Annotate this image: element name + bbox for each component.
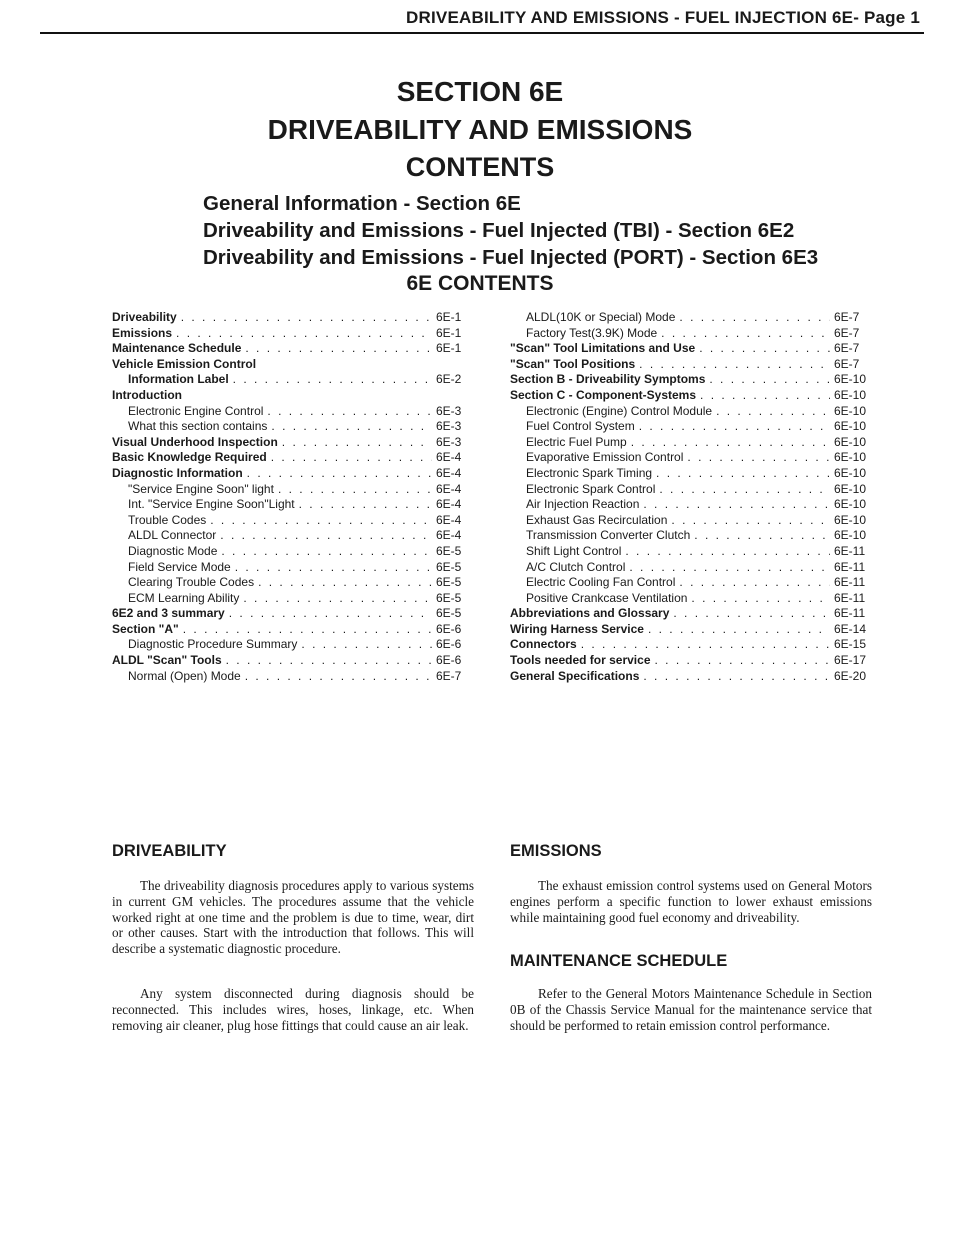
- toc-leader-dots: [643, 669, 830, 685]
- toc-entry-title: Section "A": [112, 621, 179, 636]
- toc-entry: [510, 528, 872, 544]
- toc-leader-dots: [639, 357, 830, 373]
- toc-leader-dots: [656, 466, 830, 482]
- toc-entry-title: A/C Clutch Control: [526, 559, 626, 574]
- toc-right-column: [510, 310, 872, 684]
- toc-entry: [510, 591, 872, 607]
- toc-leader-dots: [629, 560, 830, 576]
- toc-leader-dots: [233, 372, 432, 388]
- toc-leader-dots: [661, 326, 830, 342]
- toc-entry: [112, 606, 474, 622]
- toc-entry-title: Electronic Engine Control: [128, 403, 264, 418]
- driveability-paragraph-1: [112, 878, 474, 957]
- toc-leader-dots: [709, 372, 830, 388]
- toc-entry-title: Section C - Component-Systems: [510, 387, 697, 402]
- toc-entry-page: 6E-4: [436, 512, 462, 527]
- toc-left-column: [112, 310, 474, 684]
- toc-entry: [112, 466, 474, 482]
- toc-entry-title: Normal (Open) Mode: [128, 668, 241, 683]
- toc-entry: [112, 341, 474, 357]
- toc-entry-page: 6E-10: [834, 387, 867, 402]
- driveability-heading: DRIVEABILITY: [112, 842, 227, 860]
- toc-entry-page: 6E-11: [834, 543, 866, 558]
- toc-entry-page: 6E-10: [834, 419, 867, 434]
- toc-entry: [112, 435, 474, 451]
- toc-entry-page: 6E-3: [436, 403, 462, 418]
- toc-leader-dots: [267, 404, 432, 420]
- toc-entry-title: Driveability: [112, 310, 177, 324]
- toc-entry: [112, 591, 474, 607]
- toc-entry: [112, 482, 474, 498]
- toc-entry-title: Exhaust Gas Recirculation: [526, 512, 668, 527]
- toc-entry-title: Electric Cooling Fan Control: [526, 575, 676, 590]
- toc-entry-title: Introduction: [112, 387, 182, 402]
- toc-entry-page: 6E-7: [834, 310, 860, 324]
- toc-entry-page: 6E-20: [834, 668, 867, 683]
- toc-leader-dots: [299, 497, 432, 513]
- toc-entry-page: 6E-11: [834, 590, 866, 605]
- toc-leader-dots: [648, 622, 830, 638]
- toc-entry: [510, 575, 872, 591]
- driveability-paragraph-2: [112, 986, 474, 1033]
- toc-entry-page: 6E-5: [436, 606, 462, 621]
- subsection-tbi: Driveability and Emissions - Fuel Injected (TBI) - Section 6E2: [203, 219, 795, 242]
- toc-entry-title: Abbreviations and Glossary: [510, 606, 670, 621]
- toc-entry-title: Electronic Spark Timing: [526, 465, 653, 480]
- toc-entry-title: Basic Knowledge Required: [112, 450, 267, 465]
- toc-entry: [510, 513, 872, 529]
- toc-entry-page: 6E-5: [436, 543, 462, 558]
- toc-entry-title: "Scan" Tool Positions: [510, 356, 636, 371]
- subsection-port: Driveability and Emissions - Fuel Injected (PORT) - Section 6E3: [203, 246, 819, 269]
- toc-entry-title: ECM Learning Ability: [128, 590, 240, 605]
- toc-entry: [112, 528, 474, 544]
- toc-leader-dots: [631, 435, 830, 451]
- toc-entry-title: Clearing Trouble Codes: [128, 575, 255, 590]
- toc-entry-page: 6E-3: [436, 434, 462, 449]
- driveability-paragraph-1-text: The driveability diagnosis procedures apply to various systems in current GM vehicles. The procedures assume that the vehicle worked right at one time and the problem is due to time, wear, dirt or other causes. Start with the introduction that follows. This will describe a systematic diagnostic procedure.: [112, 878, 474, 957]
- toc-leader-dots: [301, 637, 432, 653]
- toc-entry-page: 6E-10: [834, 434, 867, 449]
- toc-entry-title: Diagnostic Mode: [128, 543, 218, 558]
- driveability-paragraph-2-text: Any system disconnected during diagnosis should be reconnected. This includes wires, hoses, linkage, etc. When removing air cleaner, plug hose fittings that could cause an air leak.: [112, 986, 474, 1033]
- toc-entry-page: 6E-4: [436, 497, 462, 512]
- toc-leader-dots: [226, 653, 432, 669]
- toc-entry-page: 6E-17: [834, 653, 867, 668]
- toc-leader-dots: [183, 622, 432, 638]
- emissions-paragraph-text: The exhaust emission control systems used on General Motors engines perform a specific function to lower exhaust emissions while maintaining good fuel economy and driveability.: [510, 878, 872, 925]
- toc-entry: [510, 544, 872, 560]
- toc-entry-title: Trouble Codes: [128, 512, 207, 527]
- toc-entry-page: 6E-11: [834, 559, 866, 574]
- contents-heading: CONTENTS: [405, 152, 555, 182]
- toc-entry-title: Electronic Spark Control: [526, 481, 656, 496]
- toc-entry-title: Shift Light Control: [526, 543, 622, 558]
- toc-entry-page: 6E-7: [834, 341, 860, 356]
- toc-leader-dots: [229, 606, 432, 622]
- toc-leader-dots: [243, 591, 432, 607]
- toc-leader-dots: [245, 341, 432, 357]
- toc-entry-page: 6E-5: [436, 590, 462, 605]
- toc-entry-title: 6E2 and 3 summary: [112, 606, 225, 621]
- toc-entry-page: 6E-10: [834, 497, 867, 512]
- toc-entry-page: 6E-1: [436, 310, 462, 324]
- toc-leader-dots: [687, 450, 830, 466]
- toc-entry: [510, 560, 872, 576]
- toc-entry-title: "Scan" Tool Limitations and Use: [510, 341, 696, 356]
- toc-entry-page: 6E-1: [436, 341, 462, 356]
- toc-entry-title: Information Label: [128, 372, 229, 387]
- toc-leader-dots: [581, 637, 830, 653]
- toc-entry: [112, 653, 474, 669]
- toc-entry-title: ALDL Connector: [128, 528, 217, 543]
- toc-entry: [112, 310, 474, 326]
- toc-entry-page: 6E-4: [436, 528, 462, 543]
- page-header: DRIVEABILITY AND EMISSIONS - FUEL INJECTION 6E- Page 1: [406, 8, 920, 27]
- toc-entry-title: Fuel Control System: [526, 419, 635, 434]
- toc-entry: [510, 310, 872, 326]
- toc-entry-title: Factory Test(3.9K) Mode: [526, 325, 658, 340]
- toc-entry: [510, 669, 872, 685]
- toc-entry-title: Tools needed for service: [510, 653, 651, 668]
- toc-entry: [112, 497, 474, 513]
- toc-entry-title: Transmission Converter Clutch: [526, 528, 691, 543]
- toc-entry-page: 6E-10: [834, 403, 867, 418]
- toc-leader-dots: [691, 591, 830, 607]
- toc-entry-page: 6E-7: [436, 668, 462, 683]
- toc-entry-title: "Service Engine Soon" light: [128, 481, 274, 496]
- toc-entry-title: Positive Crankcase Ventilation: [526, 590, 688, 605]
- toc-leader-dots: [176, 326, 432, 342]
- toc-entry: [112, 326, 474, 342]
- toc-entry-title: Connectors: [510, 637, 577, 652]
- toc-leader-dots: [181, 310, 432, 326]
- toc-entry-page: 6E-4: [436, 450, 462, 465]
- toc-entry: [510, 419, 872, 435]
- subsection-general: General Information - Section 6E: [203, 192, 521, 215]
- toc-leader-dots: [655, 653, 831, 669]
- toc-entry-page: 6E-15: [834, 637, 867, 652]
- toc-entry-title: Emissions: [112, 325, 173, 340]
- toc-entry: [510, 450, 872, 466]
- toc-entry-page: 6E-5: [436, 575, 462, 590]
- toc-entry: [112, 372, 474, 388]
- toc-entry-title: Evaporative Emission Control: [526, 450, 684, 465]
- toc-entry: [112, 575, 474, 591]
- toc-entry-title: Maintenance Schedule: [112, 341, 242, 356]
- toc-entry-title: ALDL "Scan" Tools: [112, 653, 222, 668]
- toc-leader-dots: [679, 575, 830, 591]
- toc-entry-page: 6E-7: [834, 356, 860, 371]
- toc-entry-page: 6E-10: [834, 465, 867, 480]
- toc-entry: [510, 606, 872, 622]
- toc-leader-dots: [247, 466, 432, 482]
- toc-entry-page: 6E-10: [834, 528, 867, 543]
- maintenance-paragraph-text: Refer to the General Motors Maintenance Schedule in Section 0B of the Chassis Service Manual for the maintenance service that should be performed to retain emission control performance.: [510, 986, 872, 1033]
- toc-entry-title: Wiring Harness Service: [510, 621, 644, 636]
- toc-leader-dots: [700, 388, 830, 404]
- maintenance-heading: MAINTENANCE SCHEDULE: [510, 952, 728, 970]
- toc-entry-title: Air Injection Reaction: [526, 497, 640, 512]
- toc-leader-dots: [282, 435, 432, 451]
- toc-entry: [112, 404, 474, 420]
- toc-entry-title: Electronic (Engine) Control Module: [526, 403, 713, 418]
- toc-entry-page: 6E-4: [436, 465, 462, 480]
- toc-entry-page: 6E-4: [436, 481, 462, 496]
- toc-entry: [112, 450, 474, 466]
- toc-entry-page: 6E-7: [834, 325, 860, 340]
- toc-leader-dots: [639, 419, 830, 435]
- toc-entry: [510, 622, 872, 638]
- toc-entry: [112, 419, 474, 435]
- section-number: SECTION 6E: [396, 76, 564, 107]
- toc-entry: [510, 341, 872, 357]
- toc-entry-title: ALDL(10K or Special) Mode: [526, 310, 676, 324]
- toc-entry-page: 6E-6: [436, 637, 462, 652]
- toc-entry-title: Diagnostic Procedure Summary: [128, 637, 298, 652]
- toc-entry: [112, 637, 474, 653]
- toc-entry: [510, 497, 872, 513]
- toc-leader-dots: [679, 310, 830, 326]
- toc-entry: [112, 622, 474, 638]
- toc-entry-page: 6E-10: [834, 512, 867, 527]
- toc-entry-title: Section B - Driveability Symptoms: [510, 372, 706, 387]
- toc-leader-dots: [694, 528, 830, 544]
- toc-entry-title: Electric Fuel Pump: [526, 434, 627, 449]
- toc-entry: [510, 357, 872, 373]
- toc-entry: [510, 372, 872, 388]
- toc-entry: [112, 560, 474, 576]
- toc-entry-page: 6E-3: [436, 419, 462, 434]
- toc-leader-dots: [221, 544, 432, 560]
- toc-entry-page: 6E-11: [834, 606, 866, 621]
- toc-leader-dots: [220, 528, 432, 544]
- toc-entry-page: 6E-10: [834, 481, 867, 496]
- toc-entry-title: What this section contains: [128, 419, 268, 434]
- toc-entry: [112, 388, 474, 404]
- toc-entry-page: 6E-2: [436, 372, 462, 387]
- toc-entry: [112, 513, 474, 529]
- section-title: DRIVEABILITY AND EMISSIONS: [267, 114, 693, 145]
- toc-entry-page: 6E-10: [834, 450, 867, 465]
- toc-leader-dots: [659, 482, 830, 498]
- toc-leader-dots: [278, 482, 432, 498]
- toc-entry-title: Visual Underhood Inspection: [112, 434, 278, 449]
- toc-entry-title: General Specifications: [510, 668, 640, 683]
- toc-leader-dots: [210, 513, 432, 529]
- toc-leader-dots: [271, 450, 432, 466]
- toc-leader-dots: [699, 341, 830, 357]
- toc-leader-dots: [671, 513, 830, 529]
- toc-leader-dots: [258, 575, 432, 591]
- toc-entry-page: 6E-11: [834, 575, 866, 590]
- toc-leader-dots: [643, 497, 830, 513]
- toc-entry-page: 6E-6: [436, 653, 462, 668]
- header-rule: [40, 32, 924, 34]
- toc-entry-title: Vehicle Emission Control: [112, 356, 257, 371]
- toc-leader-dots: [625, 544, 830, 560]
- toc-entry-title: Diagnostic Information: [112, 465, 243, 480]
- toc-leader-dots: [271, 419, 432, 435]
- toc-entry: [510, 435, 872, 451]
- toc-leader-dots: [245, 669, 432, 685]
- toc-entry-page: 6E-10: [834, 372, 867, 387]
- toc-entry-title: Field Service Mode: [128, 559, 231, 574]
- toc-entry-page: 6E-6: [436, 621, 462, 636]
- toc-entry: [510, 388, 872, 404]
- toc-entry: [510, 466, 872, 482]
- toc-leader-dots: [673, 606, 830, 622]
- toc-entry-title: Int. "Service Engine Soon"Light: [128, 497, 295, 512]
- emissions-paragraph: [510, 878, 872, 925]
- toc-entry: [112, 544, 474, 560]
- toc-entry: [510, 404, 872, 420]
- subsection-list: [203, 190, 818, 271]
- toc-entry: [112, 669, 474, 685]
- toc-entry: [510, 482, 872, 498]
- toc-leader-dots: [716, 404, 830, 420]
- toc-entry: [112, 357, 474, 373]
- toc-entry: [510, 326, 872, 342]
- toc-entry: [510, 637, 872, 653]
- maintenance-paragraph: [510, 986, 872, 1033]
- toc-entry-page: 6E-1: [436, 325, 462, 340]
- sub-contents-heading: 6E CONTENTS: [406, 272, 554, 295]
- emissions-heading: EMISSIONS: [510, 842, 602, 860]
- toc-entry-page: 6E-5: [436, 559, 462, 574]
- toc-entry-page: 6E-14: [834, 621, 867, 636]
- toc-leader-dots: [235, 560, 432, 576]
- toc-entry: [510, 653, 872, 669]
